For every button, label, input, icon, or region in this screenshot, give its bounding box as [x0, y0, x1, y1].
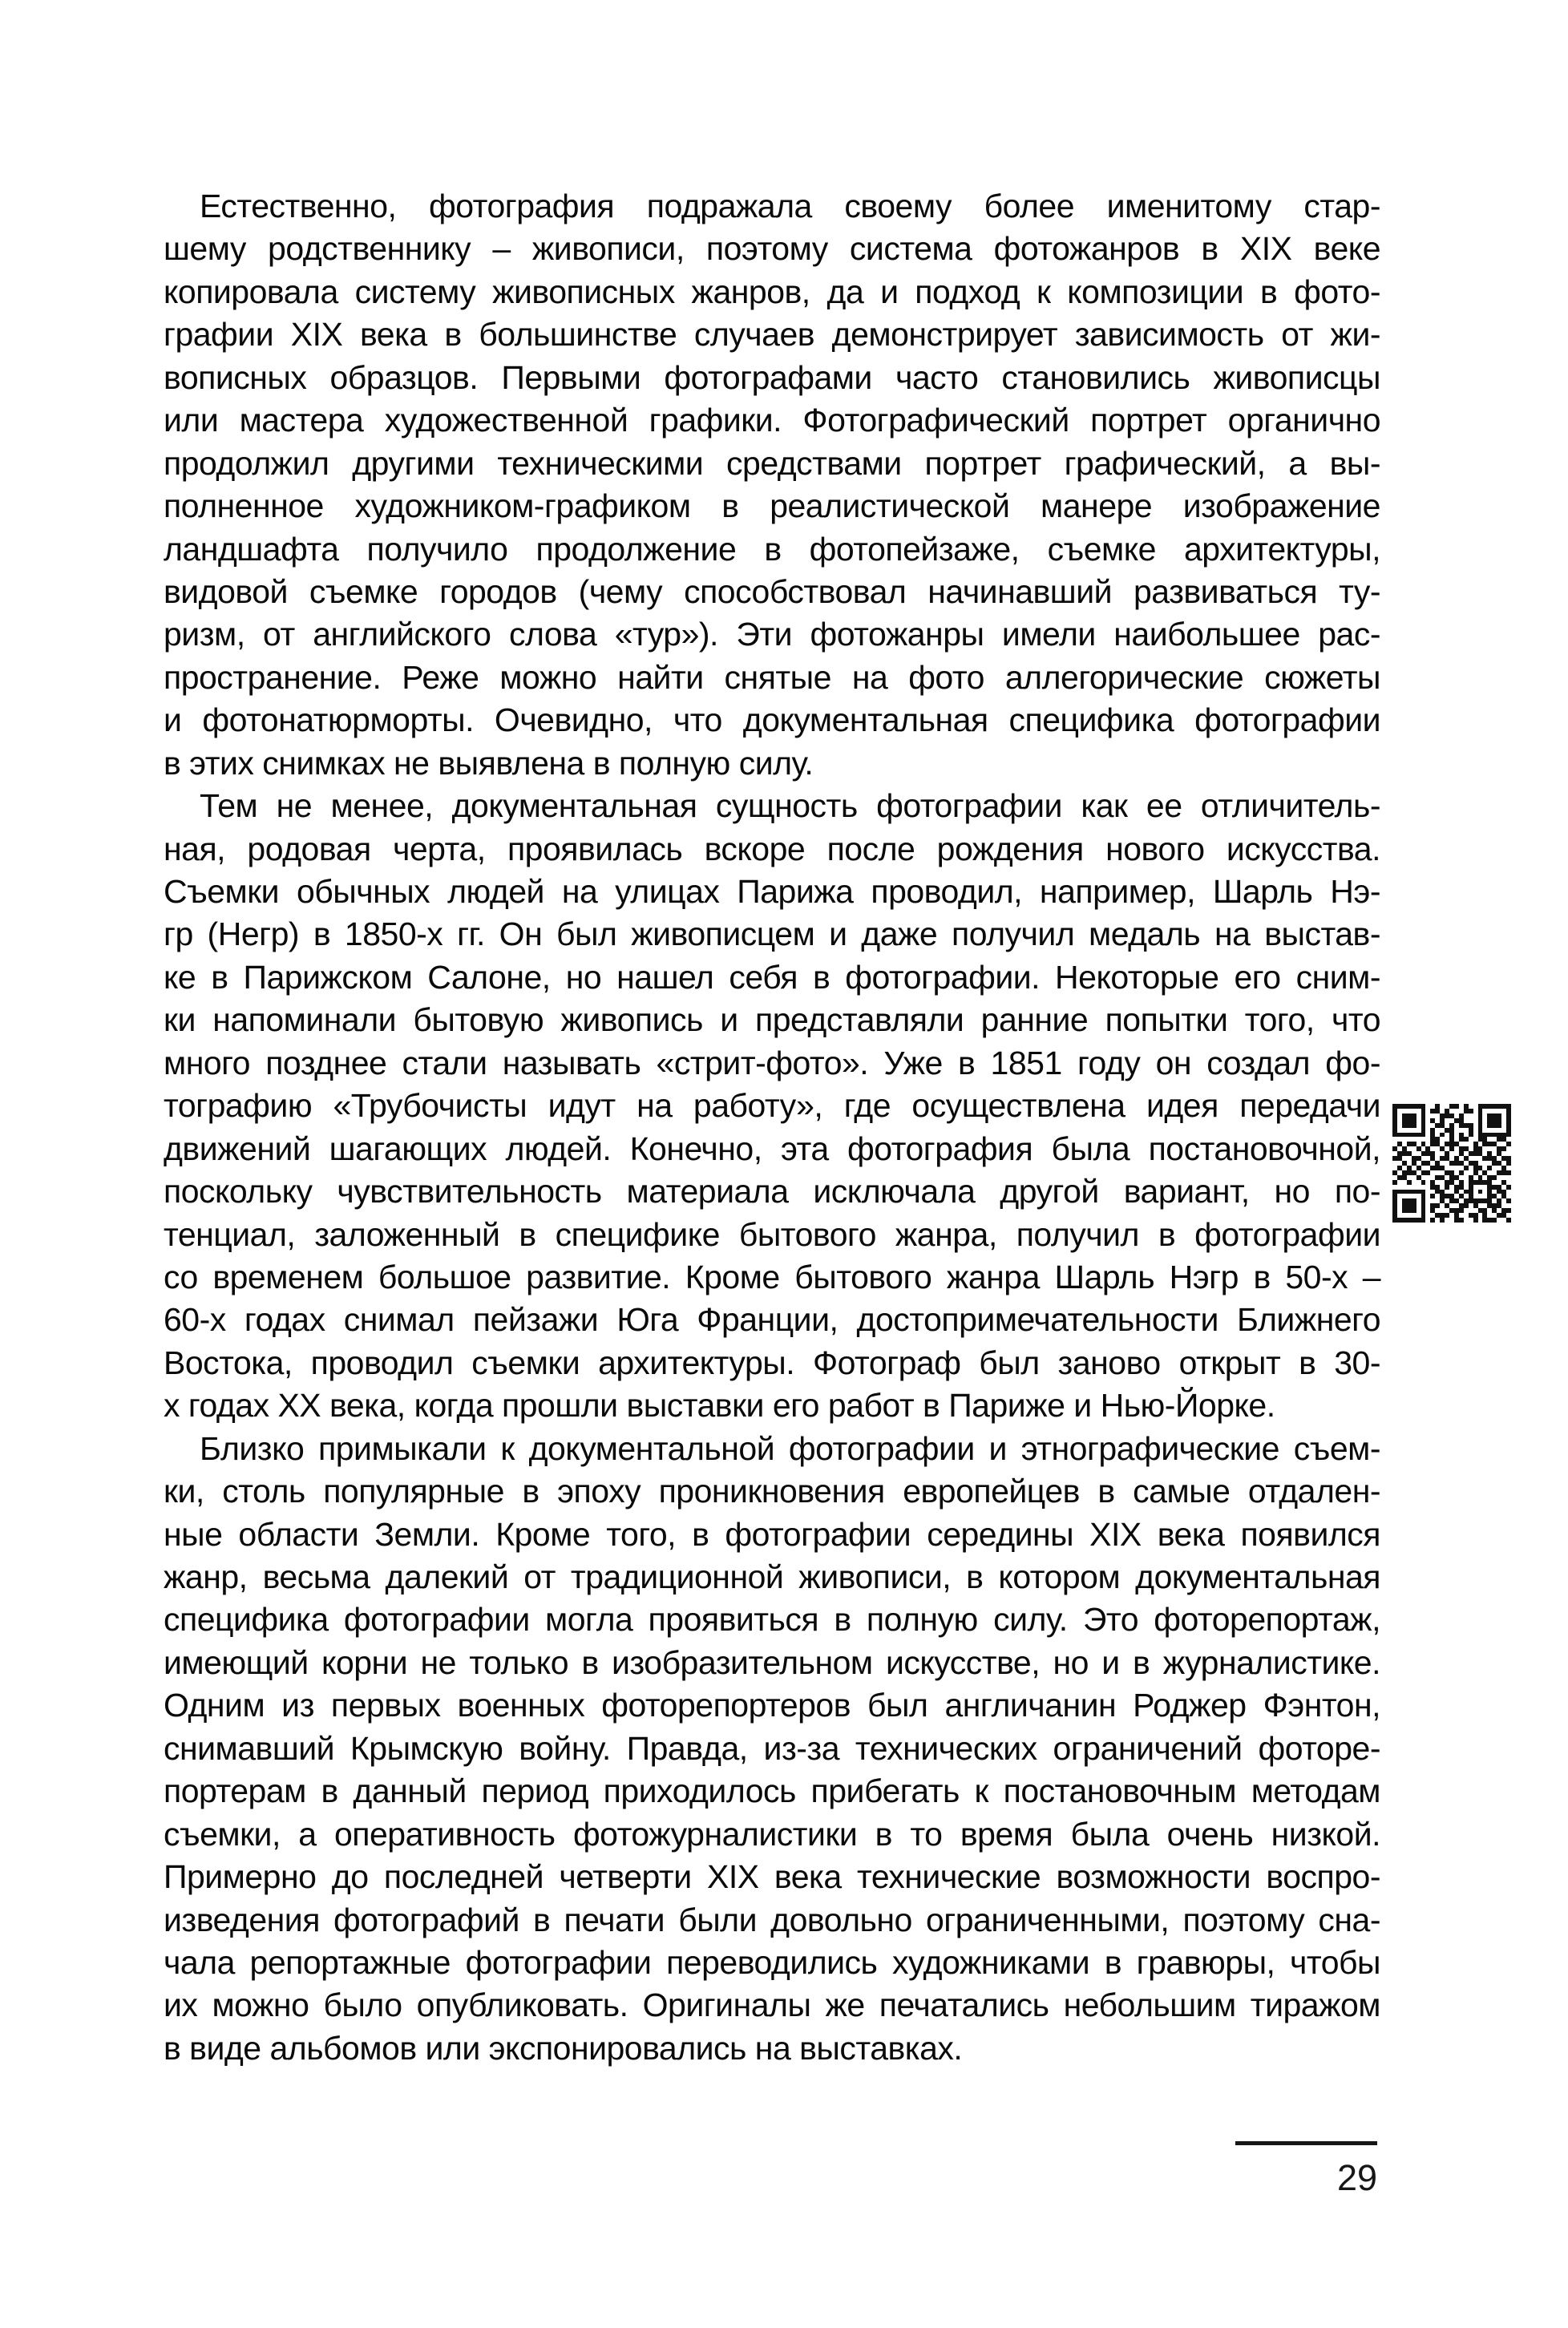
text-line: продолжил другими техническими средствами портрет графический, а вы- — [164, 444, 1380, 482]
page-number: 29 — [1336, 2157, 1377, 2198]
text-line: Востока, проводил съемки архитектуры. Фотограф был заново открыт в 30- — [164, 1344, 1380, 1381]
text-line: или мастера художественной графики. Фотографический портрет органично — [164, 402, 1380, 439]
text-line: Съемки обычных людей на улицах Парижа проводил, например, Шарль Нэ- — [164, 873, 1380, 910]
text-line: специфика фотографии могла проявиться в полную силу. Это фоторепортаж, — [164, 1601, 1380, 1639]
text-line: полненное художником-графиком в реалистической манере изображение — [164, 487, 1380, 525]
text-line: Одним из первых военных фоторепортеров был англичанин Роджер Фэнтон, — [164, 1687, 1380, 1724]
text-line: изведения фотографий в печати были довольно ограниченными, поэтому сна- — [164, 1901, 1380, 1938]
text-line: вописных образцов. Первыми фотографами часто становились живописцы — [164, 358, 1380, 396]
text-line: со временем большое развитие. Кроме бытового жанра Шарль Нэгр в 50-х – — [164, 1258, 1380, 1295]
text-line: съемки, а оперативность фотожурналистики в то время была очень низкой. — [164, 1815, 1380, 1853]
text-line: в этих снимках не выявлена в полную силу. — [164, 744, 814, 782]
text-line: ландшафта получило продолжение в фотопейзаже, съемке архитектуры, — [164, 530, 1380, 568]
text-line: ке в Парижском Салоне, но нашел себя в фотографии. Некоторые его сним- — [164, 958, 1380, 996]
text-line: Тем не менее, документальная сущность фотографии как ее отличитель- — [200, 787, 1380, 825]
text-line: графии XIX века в большинстве случаев демонстрирует зависимость от жи- — [164, 316, 1380, 354]
text-line: портерам в данный период приходилось прибегать к постановочным методам — [164, 1772, 1380, 1810]
text-line: гр (Негр) в 1850-х гг. Он был живописцем и даже получил медаль на выстав- — [164, 915, 1380, 953]
footer-divider — [1235, 2141, 1377, 2145]
text-line: ризм, от английского слова «тур»). Эти фотожанры имели наибольшее рас- — [164, 616, 1380, 653]
text-line: Естественно, фотография подражала своему более именитому стар- — [200, 188, 1380, 224]
text-line: много позднее стали называть «стрит-фото». Уже в 1851 году он создал фо- — [164, 1044, 1380, 1081]
text-line: тенциал, заложенный в специфике бытового жанра, получил в фотографии — [164, 1215, 1380, 1253]
text-line: в виде альбомов или экспонировались на выставках. — [164, 2029, 963, 2067]
text-line: ная, родовая черта, проявилась вскоре после рождения нового искусства. — [164, 830, 1380, 867]
text-line: Примерно до последней четверти XIX века технические возможности воспро- — [164, 1858, 1380, 1896]
body-text — [164, 185, 1380, 2070]
text-line: жанр, весьма далекий от традиционной живописи, в котором документальная — [164, 1558, 1380, 1595]
qr-code — [1392, 1104, 1511, 1223]
text-line: движений шагающих людей. Конечно, эта фотография была постановочной, — [164, 1130, 1380, 1167]
text-line: поскольку чувствительность материала исключала другой вариант, но по- — [164, 1173, 1380, 1210]
text-line: их можно было опубликовать. Оригиналы же печатались небольшим тиражом — [164, 1986, 1380, 2024]
text-line: имеющий корни не только в изобразительном искусстве, но и в журналистике. — [164, 1643, 1380, 1681]
text-line: видовой съемке городов (чему способствовал начинавший развиваться ту- — [164, 572, 1380, 610]
text-line: чала репортажные фотографии переводились художниками в гравюры, чтобы — [164, 1943, 1380, 1981]
text-line: ные области Земли. Кроме того, в фотографии середины XIX века появился — [164, 1515, 1380, 1553]
text-line: ки, столь популярные в эпоху проникновения европейцев в самые отдален- — [164, 1473, 1380, 1510]
text-line: Близко примыкали к документальной фотографии и этнографические съем- — [200, 1429, 1380, 1467]
text-line: пространение. Реже можно найти снятые на фото аллегорические сюжеты — [164, 658, 1380, 696]
text-line: шему родственнику – живописи, поэтому система фотожанров в XIX веке — [164, 230, 1380, 268]
text-line: 60-х годах снимал пейзажи Юга Франции, достопримечательности Ближнего — [164, 1301, 1380, 1339]
text-line: снимавший Крымскую войну. Правда, из-за технических ограничений фоторе- — [164, 1729, 1380, 1767]
text-line: х годах XX века, когда прошли выставки его работ в Париже и Нью-Йорке. — [164, 1387, 1275, 1425]
text-line: ки напоминали бытовую живопись и представляли ранние попытки того, что — [164, 1001, 1380, 1039]
text-line: копировала систему живописных жанров, да и подход к композиции в фото- — [164, 273, 1380, 310]
text-line: тографию «Трубочисты идут на работу», где осуществлена идея передачи — [164, 1087, 1380, 1125]
text-line: и фотонатюрморты. Очевидно, что документальная специфика фотографии — [164, 701, 1380, 739]
